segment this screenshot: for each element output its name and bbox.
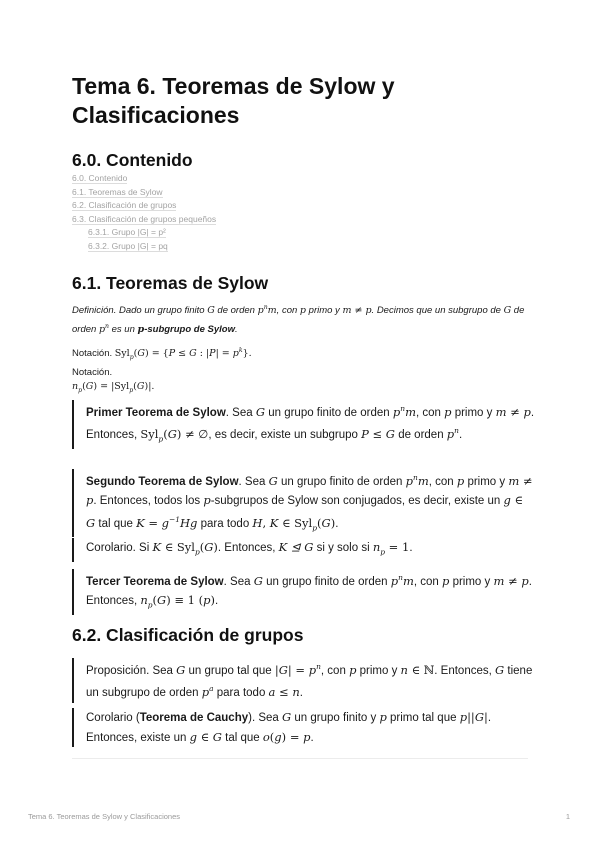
theorem-second-sylow: Segundo Teorema de Sylow. Sea G un grupo finito de orden $p^nm$, con p primo y m ≠ p. Entonces, todos los p-subgrupos de Sylow son conjugados, es decir, existe un g ∈ G tal que $K = g^{-1}Hg$ para todo H, K ∈ Syl$_p$(G). (72, 469, 534, 537)
toc-link-6-3[interactable]: 6.3. Clasificación de grupos pequeños (72, 213, 217, 224)
footer-title: Tema 6. Teoremas de Sylow y Clasificaciones (28, 812, 181, 821)
page-title: Tema 6. Teoremas de Sylow y Clasificaciones (72, 73, 395, 128)
theorem-first-sylow: Primer Teorema de Sylow. Sea G un grupo finito de orden $p^nm$, con p primo y m ≠ p. Entonces, Syl$_p$(G) ≠ ∅, es decir, existe un subgrupo P ≤ G de orden $p^n$. (72, 400, 534, 449)
notation-block: Notación. Syl$_p$(G) = {P ≤ G : $|P| = p^k$}. Notación. $n_p(G) = |Syl_p(G)|$. (72, 347, 252, 394)
section-heading-clasificacion: 6.2. Clasificación de grupos (72, 625, 304, 645)
toc-link-6-3-1[interactable]: 6.3.1. Grupo |G| = p² (88, 227, 166, 237)
toc-link-6-0[interactable]: 6.0. Contenido (72, 173, 128, 183)
section-divider (72, 758, 528, 759)
toc-link-6-3-2[interactable]: 6.3.2. Grupo |G| = pq (88, 240, 168, 251)
toc-link-6-2[interactable]: 6.2. Clasificación de grupos (72, 200, 177, 210)
page-number: 1 (565, 812, 570, 821)
section-heading-contenido: 6.0. Contenido (72, 150, 193, 170)
toc-link-6-1[interactable]: 6.1. Teoremas de Sylow (72, 186, 163, 197)
section-heading-sylow: 6.1. Teoremas de Sylow (72, 273, 269, 293)
theorem-third-sylow: Tercer Teorema de Sylow. Sea G un grupo finito de orden $p^nm$, con p primo y m ≠ p. Entonces, $n_p(G) \equiv 1$ (p). (72, 569, 534, 615)
corollary-normal-sylow: Corolario. Si K ∈ Syl$_p$(G). Entonces, K ⊴ G si y solo si $n_p = 1$. (72, 538, 534, 562)
definition-sylow-subgroup: Definición. Dado un grupo finito G de orden $p^nm$, con p primo y m ≠ p. Decimos que un subgrupo de G de orden $p^n$ es un p-subgrupo de Sylow. (72, 304, 525, 336)
corollary-cauchy: Corolario (Teorema de Cauchy). Sea G un grupo finito y p primo tal que p||G|. Entonces, existe un g ∈ G tal que o(g) = p. (72, 708, 534, 747)
table-of-contents (72, 172, 216, 253)
proposition-subgroups: Proposición. Sea G un grupo tal que $|G| = p^n$, con p primo y n ∈ ℕ. Entonces, G tiene un subgrupo de orden $p^a$ para todo a ≤ n. (72, 658, 534, 703)
